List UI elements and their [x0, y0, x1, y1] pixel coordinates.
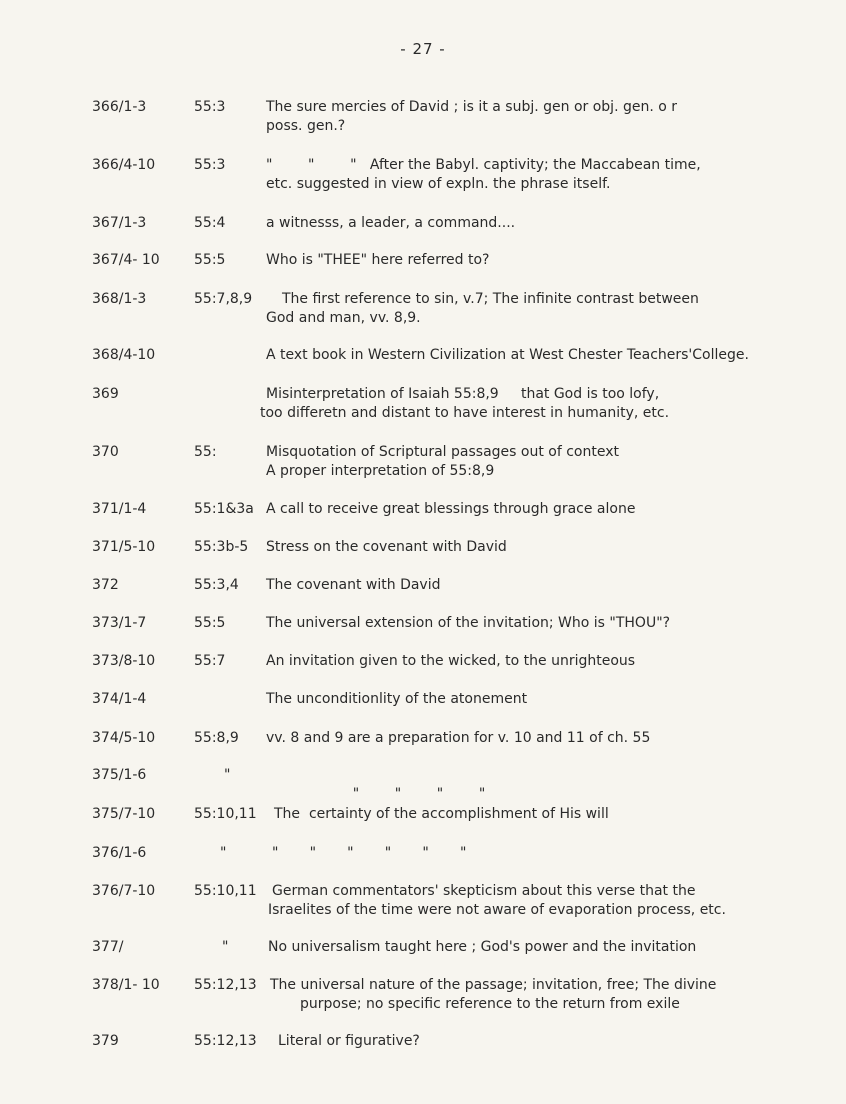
row-note [266, 251, 489, 270]
row-note [268, 938, 696, 957]
row-verse: 55:4 [194, 215, 226, 231]
row-note [266, 614, 670, 633]
row-ref: 373/1-7 [92, 615, 147, 631]
row-note-line: German commentators' skepticism about this verse that the [272, 883, 696, 899]
row-note-line: " " " " [352, 786, 486, 802]
row-note [266, 538, 507, 557]
row-ref: 366/4-10 [92, 157, 156, 173]
row-note-line: etc. suggested in view of expln. the phrase itself. [266, 176, 611, 192]
row-verse: " [224, 767, 231, 783]
row-note-line: purpose; no specific reference to the return from exile [300, 996, 680, 1012]
row-ref: 366/1-3 [92, 99, 147, 115]
row-note [266, 346, 749, 365]
page-number: - 27 - [400, 40, 446, 58]
row-verse: 55:10,11 [194, 883, 257, 899]
row-ref: 369 [92, 386, 119, 402]
row-verse: 55:1&3a [194, 501, 254, 517]
row-note-line: A text book in Western Civilization at West Chester Teachers'College. [266, 347, 749, 363]
row-verse: " [222, 939, 229, 955]
row-note-line: The universal nature of the passage; invitation, free; The divine [270, 977, 717, 993]
row-note [270, 976, 716, 1014]
row-verse: 55:3 [194, 99, 226, 115]
row-note [266, 690, 527, 709]
row-note-line: Who is "THEE" here referred to? [266, 252, 490, 268]
row-note-line: Misquotation of Scriptural passages out of context [266, 444, 619, 460]
row-verse: 55:12,13 [194, 977, 257, 993]
row-note-line: The unconditionlity of the atonement [266, 691, 528, 707]
row-verse: 55:8,9 [194, 730, 239, 746]
row-note [278, 1032, 420, 1051]
row-note-line: Literal or figurative? [278, 1033, 420, 1049]
row-ref: 368/4-10 [92, 347, 156, 363]
row-ref: 378/1- 10 [92, 977, 160, 993]
row-note-line: a witnesss, a leader, a command.... [266, 215, 516, 231]
row-note-line: The certainty of the accomplishment of His will [274, 806, 609, 822]
row-note [266, 290, 699, 328]
row-note [272, 844, 466, 863]
row-verse: 55:12,13 [194, 1033, 257, 1049]
row-ref: 367/4- 10 [92, 252, 160, 268]
row-verse: 55:3 [194, 157, 226, 173]
row-note [266, 652, 635, 671]
row-note [266, 443, 619, 481]
row-note-line: The universal extension of the invitation; Who is "THOU"? [266, 615, 671, 631]
row-note-line: A proper interpretation of 55:8,9 [266, 463, 495, 479]
row-note-line: A call to receive great blessings through grace alone [266, 501, 636, 517]
row-verse: 55:5 [194, 252, 226, 268]
row-ref: 375/7-10 [92, 806, 156, 822]
row-note-line: poss. gen.? [266, 118, 346, 134]
row-note-line: The covenant with David [266, 577, 441, 593]
row-ref: 371/1-4 [92, 501, 147, 517]
row-note-line: Israelites of the time were not aware of evaporation process, etc. [268, 902, 726, 918]
row-note-line: " " " After the Babyl. captivity; the Maccabean time, [266, 157, 701, 173]
row-note [268, 882, 726, 920]
row-ref: 373/8-10 [92, 653, 156, 669]
row-ref: 375/1-6 [92, 767, 147, 783]
row-verse: " [220, 845, 227, 861]
row-note [266, 214, 515, 233]
row-note [266, 729, 650, 748]
row-note-line: God and man, vv. 8,9. [266, 310, 421, 326]
row-note-line: Stress on the covenant with David [266, 539, 507, 555]
row-verse: 55:10,11 [194, 806, 257, 822]
row-note [274, 805, 609, 824]
row-ref: 368/1-3 [92, 291, 147, 307]
row-verse: 55: [194, 444, 217, 460]
row-ref: 376/7-10 [92, 883, 156, 899]
row-note-line: No universalism taught here ; God's power and the invitation [268, 939, 697, 955]
row-note-line: Misinterpretation of Isaiah 55:8,9 that God is too lofy, [266, 386, 660, 402]
row-note-line: too differetn and distant to have interest in humanity, etc. [260, 405, 670, 421]
row-verse: 55:3b-5 [194, 539, 249, 555]
row-ref: 367/1-3 [92, 215, 147, 231]
row-note [266, 98, 677, 136]
row-note-line: The first reference to sin, v.7; The infinite contrast between [282, 291, 699, 307]
row-ref: 372 [92, 577, 119, 593]
row-note [266, 576, 441, 595]
row-ref: 370 [92, 444, 119, 460]
row-ref: 371/5-10 [92, 539, 156, 555]
row-note-line: The sure mercies of David ; is it a subj. gen or obj. gen. o r [266, 99, 678, 115]
row-ref: 374/1-4 [92, 691, 147, 707]
row-note-line: vv. 8 and 9 are a preparation for v. 10 and 11 of ch. 55 [266, 730, 651, 746]
row-note-line: " " " " " " [272, 845, 467, 861]
row-verse: 55:7,8,9 [194, 291, 253, 307]
row-verse: 55:7 [194, 653, 226, 669]
row-note [266, 156, 701, 194]
row-verse: 55:5 [194, 615, 226, 631]
row-note-line: An invitation given to the wicked, to the unrighteous [266, 653, 636, 669]
row-ref: 377/ [92, 939, 124, 955]
row-note [260, 385, 670, 423]
row-verse: 55:3,4 [194, 577, 239, 593]
row-ref: 379 [92, 1033, 119, 1049]
row-ref: 376/1-6 [92, 845, 147, 861]
row-ref: 374/5-10 [92, 730, 156, 746]
row-note [266, 500, 635, 519]
